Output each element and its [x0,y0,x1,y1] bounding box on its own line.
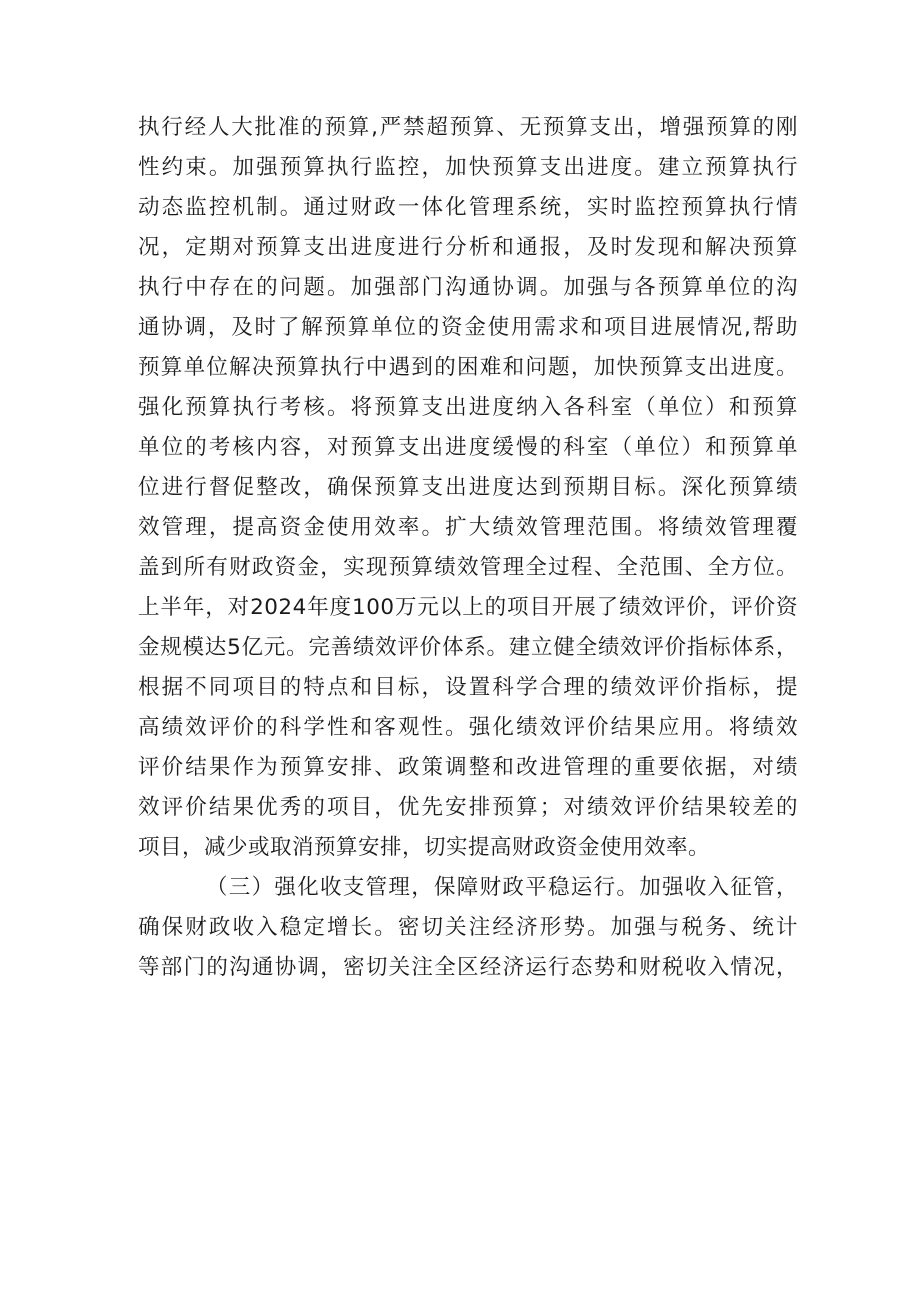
text-line: 位进行督促整改，确保预算支出进度达到预期目标。深化预算绩 [138,475,798,500]
text-line: 强化预算执行考核。将预算支出进度纳入各科室（单位）和预算 [138,395,798,420]
text-line: 评价结果作为预算安排、政策调整和改进管理的重要依据，对绩 [138,755,798,780]
text-line: 盖到所有财政资金，实现预算绩效管理全过程、全范围、全方位。 [138,555,798,580]
text-line: 况，定期对预算支出进度进行分析和通报，及时发现和解决预算 [138,235,798,260]
text-line: 单位的考核内容，对预算支出进度缓慢的科室（单位）和预算单 [138,435,798,460]
text-line: 预算单位解决预算执行中遇到的困难和问题，加快预算支出进度。 [138,355,798,380]
text-line: 执行中存在的问题。加强部门沟通协调。加强与各预算单位的沟 [138,275,798,300]
text-line: 动态监控机制。通过财政一体化管理系统，实时监控预算执行情 [138,195,798,220]
text-line: 执行经人大批准的预算,严禁超预算、无预算支出，增强预算的刚 [138,115,798,140]
body-text [138,108,798,988]
text-line: 等部门的沟通协调，密切关注全区经济运行态势和财税收入情况， [138,955,798,980]
text-line: 上半年，对2024年度100万元以上的项目开展了绩效评价，评价资 [138,595,798,620]
text-line: 效评价结果优秀的项目，优先安排预算；对绩效评价结果较差的 [138,795,798,820]
text-line: 根据不同项目的特点和目标，设置科学合理的绩效评价指标，提 [138,675,798,700]
paragraph-end-line: 项目，减少或取消预算安排，切实提高财政资金使用效率。 [138,835,711,860]
text-line: 金规模达5亿元。完善绩效评价体系。建立健全绩效评价指标体系， [138,635,798,660]
text-line: 确保财政收入稳定增长。密切关注经济形势。加强与税务、统计 [138,915,798,940]
text-line: 性约束。加强预算执行监控，加快预算支出进度。建立预算执行 [138,155,798,180]
text-line: 高绩效评价的科学性和客观性。强化绩效评价结果应用。将绩效 [138,715,798,740]
section-heading-line: （三）强化收支管理，保障财政平稳运行。加强收入征管， [206,875,798,900]
text-line: 效管理，提高资金使用效率。扩大绩效管理范围。将绩效管理覆 [138,515,798,540]
text-line: 通协调，及时了解预算单位的资金使用需求和项目进展情况,帮助 [138,315,798,340]
